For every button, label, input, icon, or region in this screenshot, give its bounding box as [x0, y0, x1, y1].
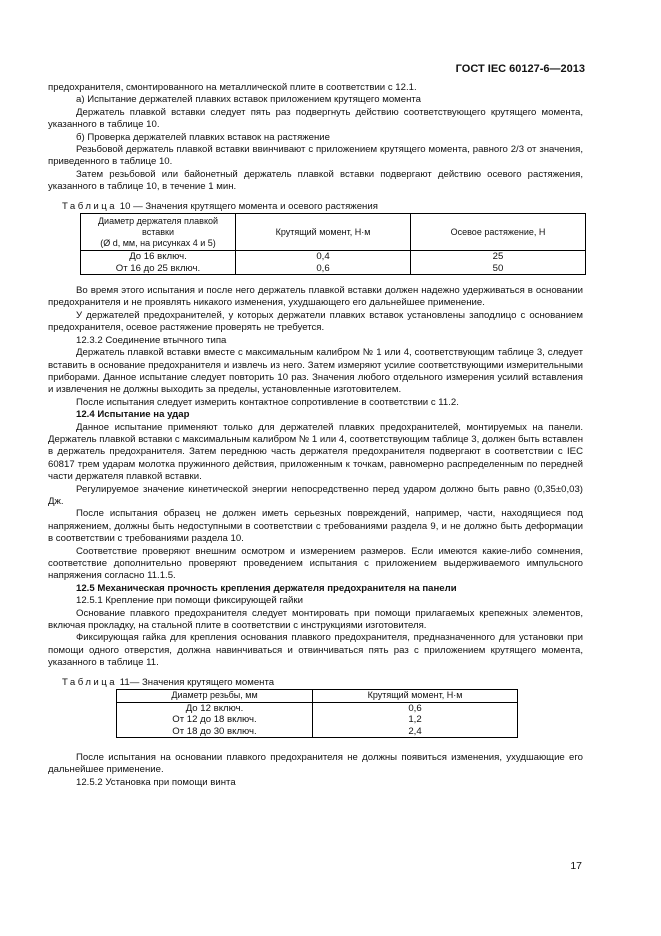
table-row [81, 251, 586, 263]
table-cell: До 12 включ. [117, 702, 313, 714]
paragraph: Держатель плавкой вставки вместе с максимальным калибром № 1 или 4, соответствующим таблице 3, следует вставить в основание предохранителя и извлечь из него. Затем измеряют усилие соответствующими измерительными приборами. Данное испытание следует повторить 10 раз. Значения любого отдельного измерения усилий вставления и извлечения не должны выходить за пределы, установленные изготовителем. [48, 347, 583, 396]
paragraph: После испытания на основании плавкого предохранителя не должны появиться изменения, ухудшающие его дальнейшее применение. [48, 752, 583, 776]
table10-caption-text: 10 — Значения крутящего момента и осевого растяжения [117, 200, 378, 212]
table-header-cell: Крутящий момент, Н·м [236, 214, 411, 251]
table-row [117, 714, 518, 726]
table-cell: От 12 до 18 включ. [117, 714, 313, 726]
page-body [48, 82, 583, 789]
paragraph: Регулируемое значение кинетической энергии непосредственно перед ударом должно быть равно (0,35±0,03) Дж. [48, 483, 583, 507]
table-header-cell: Крутящий момент, Н·м [313, 690, 518, 703]
paragraph: Во время этого испытания и после него держатель плавкой вставки должен надежно удерживаться в основании предохранителя и не проявлять никакого изменения, ухудшающего его дальнейшее применение. [48, 285, 583, 309]
paragraph: Соответствие проверяют внешним осмотром и измерением размеров. Если имеются какие-либо сомнения, соответствие дополнительно проверяют проведением испытания с приложением выдерживаемого импульсного напряжения согласно 11.1.5. [48, 545, 583, 582]
table-header-cell: Осевое растяжение, Н [411, 214, 586, 251]
paragraph: 12.3.2 Соединение втычного типа [76, 334, 227, 346]
paragraph: Держатель плавкой вставки следует пять раз подвергнуть действию соответствующего крутящего момента, указанного в таблице 10. [48, 106, 583, 131]
table11-caption-word: Таблица [62, 676, 118, 688]
table-10 [80, 213, 586, 275]
table-cell: От 16 до 25 включ. [81, 263, 236, 275]
section-heading: 12.5 Механическая прочность крепления держателя предохранителя на панели [76, 582, 457, 594]
table-cell: 1,2 [313, 714, 518, 726]
table-cell: 0,4 [236, 251, 411, 263]
paragraph: 12.5.2 Установка при помощи винта [76, 776, 236, 788]
table-header-row [81, 214, 586, 251]
paragraph: а) Испытание держателей плавких вставок приложением крутящего момента [76, 94, 422, 106]
table-cell: От 18 до 30 включ. [117, 726, 313, 738]
table-row [81, 263, 586, 275]
table10-caption [62, 201, 583, 213]
paragraph: После испытания следует измерить контактное сопротивление в соответствии с 11.2. [76, 396, 459, 408]
page-number: 17 [570, 860, 582, 872]
paragraph: После испытания образец не должен иметь серьезных повреждений, например, части, находящиеся под напряжением, должны быть недоступными в соответствии с требованиями раздела 9, и не должно быть деформации в соответствии с требованиями раздела 10. [48, 508, 583, 545]
paragraph: Фиксирующая гайка для крепления основания плавкого предохранителя, предназначенного для установки при помощи одного отверстия, должна навинчиваться и отвинчиваться пять раз с приложением крутящего момента, указанного в таблице 11. [48, 632, 583, 669]
paragraph: 12.5.1 Крепление при помощи фиксирующей гайки [76, 595, 303, 607]
header-line: Диаметр держателя плавкой вставки [97, 215, 219, 237]
paragraph: Резьбовой держатель плавкой вставки ввинчивают с приложением крутящего момента, равного 2/3 от значения, приведенного в таблице 10. [48, 144, 583, 168]
table-cell: 50 [411, 263, 586, 275]
table-cell: 0,6 [236, 263, 411, 275]
paragraph: Данное испытание применяют только для держателей плавких предохранителей, монтируемых на панели. Держатель плавкой вставки с максимальным калибром № 1 или 4, соответствующим таблице 3, должен быть вставлен в держатель предохранителя. Затем переднюю часть держателя предохранителя подвергают в соответствии с IEC 60817 трем ударам молотка пружинного действия, приложенным к точкам, равномерно распределенным по передней части держателя плавкой вставки. [48, 421, 583, 483]
table10-caption-word: Таблица [62, 200, 118, 212]
header-line: (Ø d, мм, на рисунках 4 и 5) [100, 237, 216, 248]
paragraph: Затем резьбовой или байонетный держатель плавкой вставки подвергают действию осевого растяжения, указанного в таблице 10, в течение 1 мин. [48, 168, 583, 193]
table-cell: 2,4 [313, 726, 518, 738]
paragraph: предохранителя, смонтированного на металлической плите в соответствии с 12.1. [48, 82, 417, 93]
table11-caption [62, 677, 583, 689]
table-cell: 25 [411, 251, 586, 263]
table-cell: 0,6 [313, 702, 518, 714]
section-heading: 12.4 Испытание на удар [76, 409, 190, 421]
table-header-cell: Диаметр резьбы, мм [117, 690, 313, 703]
table-row [117, 702, 518, 714]
paragraph: Основание плавкого предохранителя следует монтировать при помощи прилагаемых крепежных элементов, включая прокладку, на стальной плите в соответствии с инструкциями изготовителя. [48, 607, 583, 632]
paragraph: У держателей предохранителей, у которых держатели плавких вставок установлены заподлицо с основанием предохранителя, осевое растяжение проверять не требуется. [48, 309, 583, 334]
table-11 [116, 689, 518, 738]
table11-caption-text: 11— Значения крутящего момента [117, 676, 275, 688]
document-header: ГОСТ IEC 60127-6—2013 [455, 63, 585, 75]
paragraph: б) Проверка держателей плавких вставок на растяжение [76, 131, 331, 143]
table-header-row [117, 690, 518, 703]
table-cell: До 16 включ. [81, 251, 236, 263]
table-row [117, 726, 518, 738]
table-header-cell [81, 214, 236, 251]
